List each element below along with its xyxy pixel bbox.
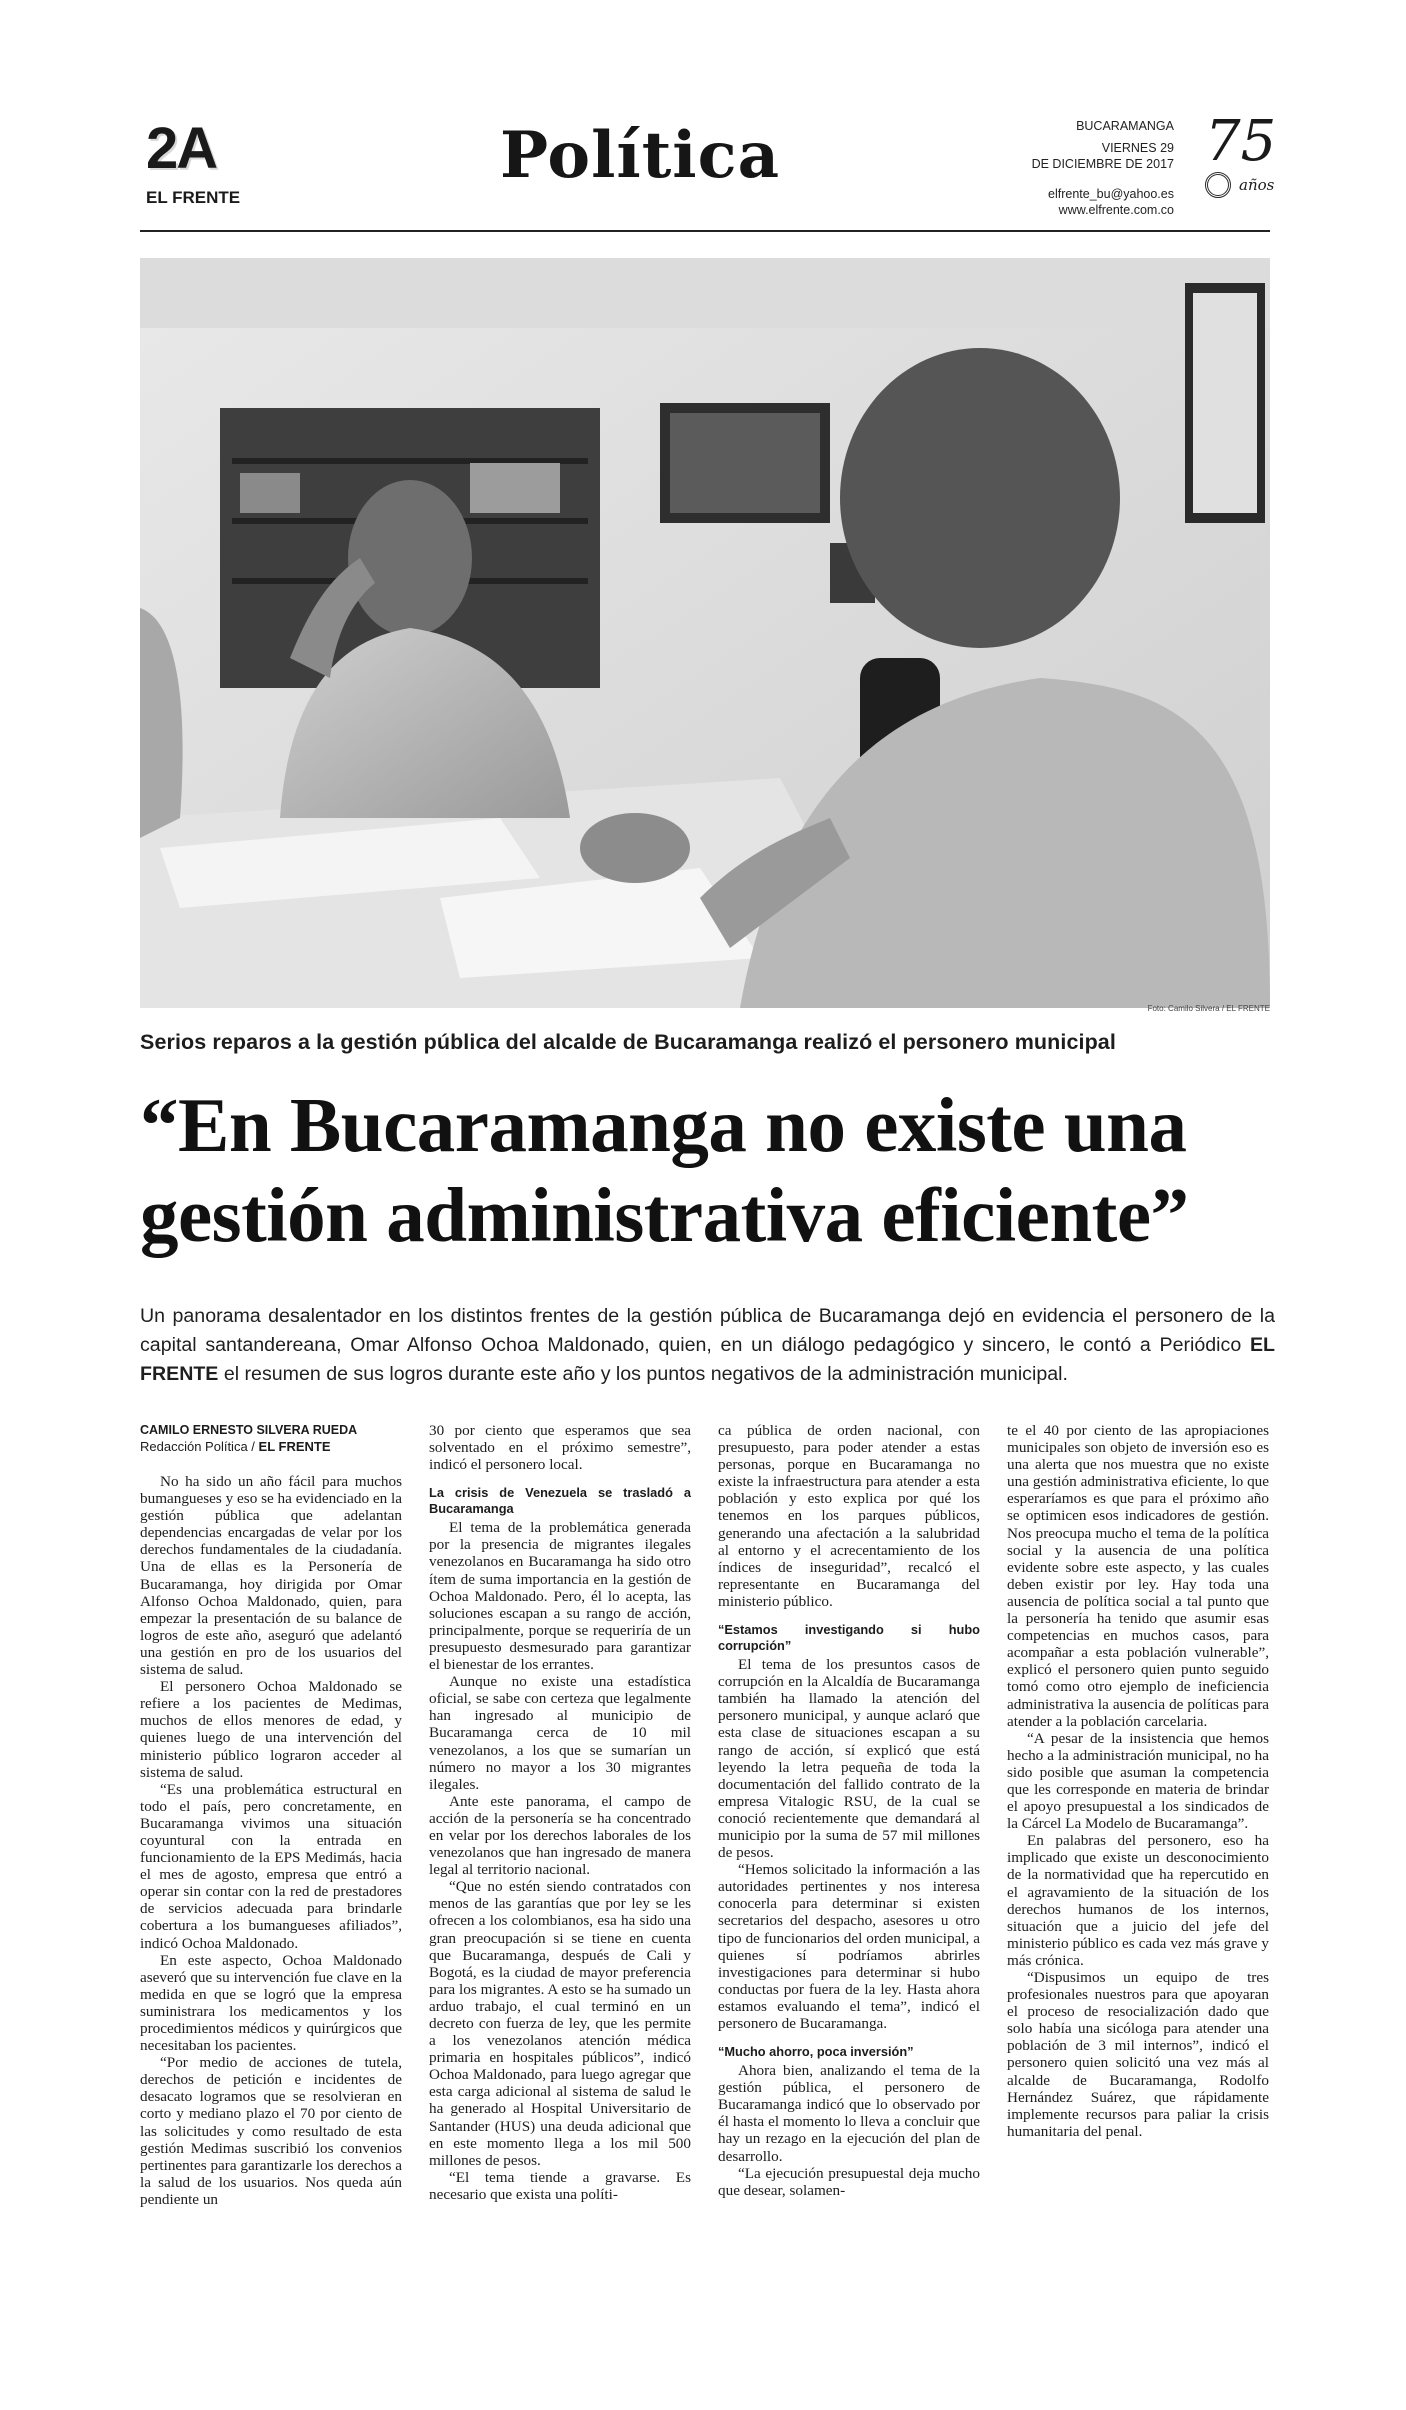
anniversary-number: 75 bbox=[1205, 109, 1277, 174]
desk-text: Redacción Política / bbox=[140, 1439, 255, 1454]
article-headline bbox=[140, 1080, 1280, 1260]
desk-brand: EL FRENTE bbox=[258, 1439, 331, 1454]
headline-line-1: “En Bucaramanga no existe una bbox=[140, 1082, 1187, 1168]
paragraph: “Hemos solicitado la información a las autoridades pertinentes y nos interesa conocerla para determinar si existen secretarios del despacho, asesores u otro tipo de funcionarios del orden municipal, a quienes sí podríamos abrirles investigaciones para determinar si hubo conductas por fuera de la ley. Hasta ahora estamos evaluando el tema”, indicó el personero de Bucaramanga. bbox=[718, 1861, 980, 2032]
paragraph: El personero Ochoa Maldonado se refiere a los pacientes de Medimas, muchos de ellos menores de edad, y quienes luego de una intervención del ministerio público lograron acceder al sistema de salud. bbox=[140, 1678, 402, 1781]
paragraph: En palabras del personero, eso ha implicado que existe un desconocimiento de la normatividad que ha repercutido en el agravamiento de la situación de los derechos humanos de los internos, situación que a juicio del jefe del ministerio público es cada vez más grave y más crónica. bbox=[1007, 1832, 1269, 1969]
dateline-date: DE DICIEMBRE DE 2017 bbox=[1031, 157, 1174, 171]
article-kicker: Serios reparos a la gestión pública del alcalde de Bucaramanga realizó el personero municipal bbox=[140, 1030, 1116, 1054]
section-title: Política bbox=[500, 118, 781, 193]
lede-brand: EL FRENTE bbox=[140, 1334, 1275, 1385]
paragraph: El tema de los presuntos casos de corrupción en la Alcaldía de Bucaramanga también ha llamado la atención del personero municipal, y aunque aclaró que esta clase de situaciones escapan a su rango de acción, sí explicó que está leyendo la letra pequeña de toda la documentación del fallido contrato de la empresa Vitalogic RSU, de la cual se conoció recientemente que demandará al municipio por la suma de 57 mil millones de pesos. bbox=[718, 1656, 980, 1862]
lede-end: el resumen de sus logros durante este año y los puntos negativos de la administración municipal. bbox=[223, 1363, 1068, 1385]
lede-text: Un panorama desalentador en los distintos frentes de la gestión pública de Bucaramanga dejó en evidencia el personero de la capital santandereana, Omar Alfonso Ochoa Maldonado, quien, en un diálogo pedagógico y sincero, le contó a Periódico bbox=[140, 1305, 1275, 1356]
paragraph: “Por medio de acciones de tutela, derechos de petición e incidentes de desacato logramos que se resolvieran en corto y mediano plazo el 70 por ciento de las solicitudes y como resultado de esta gestión Medimas suscribió los convenios pertinentes para garantizarle los derechos a la salud de los usuarios. Nos queda aún pendiente un bbox=[140, 2054, 402, 2208]
page-number: 2A bbox=[146, 116, 217, 181]
subhead: “Mucho ahorro, poca inversión” bbox=[718, 2044, 914, 2060]
dateline bbox=[1010, 118, 1330, 218]
contact-website[interactable]: www.elfrente.com.co bbox=[1058, 203, 1174, 217]
photo-credit: Foto: Camilo Silvera / EL FRENTE bbox=[1147, 1004, 1270, 1013]
paragraph: “El tema tiende a gravarse. Es necesario que exista una políti- bbox=[429, 2168, 691, 2203]
paragraph: No ha sido un año fácil para muchos bumangueses y eso se ha evidenciado en la gestión pública que adelantan dependencias encargadas de velar por los derechos fundamentales de la ciudadanía. Una de ellas es la Personería de Bucaramanga, hoy dirigida por Omar Alfonso Ochoa Maldonado, quien, para empezar la presentación de su balance de logros de este año, aseguró que adelantó una gestión en pro de los usuarios del sistema de salud. bbox=[140, 1473, 402, 1679]
paragraph: En este aspecto, Ochoa Maldonado aseveró que su intervención fue clave en la medida en que se logró que la empresa suministrara los medicamentos y los procedimientos médicos y quirúrgicos que necesitaban los pacientes. bbox=[140, 1951, 402, 2055]
paragraph: “Que no estén siendo contratados con menos de las garantías que por ley se les ofrecen a los colombianos, esa ha sido una gran preocupación si se tiene en cuenta que Bucaramanga, después de Cali y Bogotá, es la ciudad de mayor preferencia para los migrantes. A esto se ha sumado un arduo trabajo, el cual terminó en un decreto con fuerza de ley, que les permite a los venezolanos atención médica primaria en hospitales públicos”, indicó Ochoa Maldonado, para luego agregar que esta carga adicional al sistema de salud le ha generado al Hospital Universitario de Santander (HUS) una deuda adicional que en este momento llega a los mil 500 millones de pesos. bbox=[429, 1878, 691, 2169]
anniversary-badge bbox=[1205, 109, 1280, 206]
paragraph: El tema de la problemática generada por la presencia de migrantes ilegales venezolanos en Bucaramanga ha sido otro ítem de suma importancia en la gestión de Ochoa Maldonado. Pero, él lo acepta, las soluciones escapan a su rango de acción, principalmente, porque se requeriría de un presupuesto desmesurado para garantizar el bienestar de los errantes. bbox=[429, 1519, 691, 1674]
column-4 bbox=[1007, 1422, 1269, 2140]
paragraph: “Es una problemática estructural en todo el país, pero concretamente, en Bucaramanga vivimos una situación coyuntural con la entrada en funcionamiento de la EPS Medimás, hacia el mes de agosto, empresa que entró a operar sin contar con la red de prestadores de servicios adecuada para brindarle cobertura a los bumangueses afiliados”, indicó Ochoa Maldonado. bbox=[140, 1780, 402, 1952]
paragraph: “La ejecución presupuestal deja mucho que desear, solamen- bbox=[718, 2164, 980, 2199]
column-2 bbox=[429, 1422, 691, 2203]
dateline-day: VIERNES 29 bbox=[1101, 141, 1174, 155]
paragraph: Ahora bien, analizando el tema de la gestión pública, el personero de Bucaramanga indicó que lo observado por él hasta el momento lo lleva a concluir que hay un rezago en la ejecución del plan de desarrollo. bbox=[718, 2062, 980, 2165]
paragraph: Ante este panorama, el campo de acción de la personería se ha concentrado en velar por los derechos laborales de los venezolanos que han ingresado de manera legal al territorio nacional. bbox=[429, 1792, 691, 1879]
interview-photo-illustration bbox=[140, 258, 1270, 1008]
contact-email[interactable]: elfrente_bu@yahoo.es bbox=[1048, 187, 1174, 201]
paragraph: “A pesar de la insistencia que hemos hecho a la administración municipal, no ha sido posible que asuman la competencia que les corresponde en materia de brindar el apoyo presupuestal a los sindicados de la Cárcel La Modelo de Bucaramanga”. bbox=[1007, 1729, 1269, 1833]
paragraph: “Dispusimos un equipo de tres profesionales nuestros para que apoyaran el proceso de resocialización dado que solo había una sicóloga para atender una población de 3 mil internos”, indicó el personero quien solicitó una vez más al alcalde de Bucaramanga, Rodolfo Hernández Suárez, que rápidamente implemente recursos para paliar la crisis humanitaria del penal. bbox=[1007, 1969, 1269, 2140]
paragraph: Aunque no existe una estadística oficial, se sabe con certeza que legalmente han ingresado al municipio de Bucaramanga cerca de 10 mil venezolanos, a los que se sumarían un número no mayor a los 30 migrantes ilegales. bbox=[429, 1673, 691, 1793]
headline-line-2: gestión administrativa eficiente” bbox=[140, 1172, 1189, 1258]
byline: CAMILO ERNESTO SILVERA RUEDA bbox=[140, 1423, 358, 1437]
paragraph: ca pública de orden nacional, con presupuesto, para poder atender a estas personas, porque en Bucaramanga no existe la infraestructura para atender a esta población y esto explica por qué los tenemos en los parques públicos, generando una afectación a la salubridad al entorno y el acrecentamiento de los índices de inseguridad”, recalcó el representante en Bucaramanga del ministerio público. bbox=[718, 1422, 980, 1610]
anniversary-ring-icon bbox=[1205, 172, 1231, 198]
article-lede bbox=[140, 1302, 1275, 1389]
masthead-rule bbox=[140, 230, 1270, 232]
newspaper-brand: EL FRENTE bbox=[146, 188, 241, 207]
masthead bbox=[140, 109, 1277, 230]
anniversary-label: años bbox=[1239, 176, 1275, 194]
desk-credit bbox=[140, 1438, 402, 1455]
article-photo bbox=[140, 258, 1270, 1008]
article-body bbox=[140, 1422, 1270, 2372]
subhead: “Estamos investigando si hubo corrupción” bbox=[718, 1622, 980, 1654]
subhead: La crisis de Venezuela se trasladó a Bucaramanga bbox=[429, 1485, 691, 1517]
column-3 bbox=[718, 1422, 980, 2199]
dateline-city: BUCARAMANGA bbox=[1076, 119, 1174, 133]
paragraph: 30 por ciento que esperamos que sea solventado en el próximo semestre”, indicó el personero local. bbox=[429, 1422, 691, 1474]
paragraph: te el 40 por ciento de las apropiaciones municipales son objeto de inversión eso es una alerta que nos muestra que no existe una gestión administrativa eficiente, lo que esperaríamos es que para el próximo año se optimicen esos indicadores de gestión. Nos preocupa mucho el tema de la política social y la ausencia de una política evidente sobre este aspecto, y las cuales deben existir por ley. Hay toda una ausencia de política social a tal punto que la personería ha tenido que asumir esas competencias en muchos casos, para acompañar a esta población vulnerable”, explicó el personero quien punto seguido tomó como otro ejemplo de ineficiencia administrativa la ausencia de políticas para atender a la población carcelaria. bbox=[1007, 1422, 1269, 1730]
column-1 bbox=[140, 1422, 402, 2208]
